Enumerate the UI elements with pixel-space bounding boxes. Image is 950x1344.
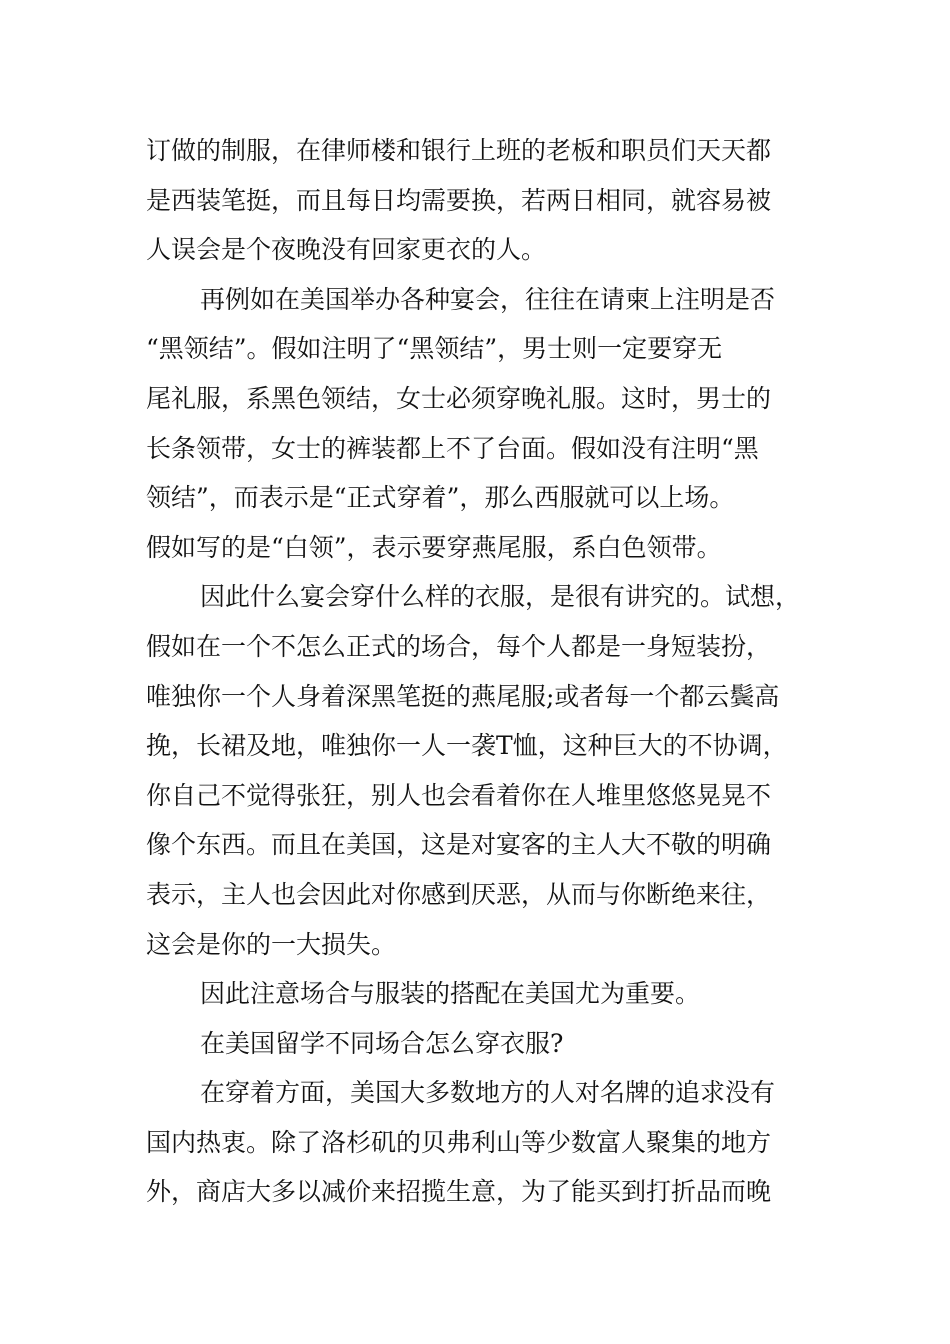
text-line: 国内热衷。除了洛杉矶的贝弗利山等少数富人聚集的地方 <box>146 1127 772 1157</box>
body-text <box>146 126 816 1217</box>
paragraph-start-line: 在穿着方面，美国大多数地方的人对名牌的追求没有 <box>200 1078 776 1108</box>
text-line: 唯独你一个人身着深黑笔挺的燕尾服;或者每一个都云鬓高 <box>146 681 780 711</box>
text-line: 尾礼服，系黑色领结，女士必须穿晚礼服。这时，男士的 <box>146 383 772 413</box>
text-line: 是西装笔挺，而且每日均需要换，若两日相同，就容易被 <box>146 185 772 215</box>
text-line: 人误会是个夜晚没有回家更衣的人。 <box>146 235 547 265</box>
text-line: 外，商店大多以减价来招揽生意，为了能买到打折品而晚 <box>146 1177 772 1207</box>
text-line: 这会是你的一大损失。 <box>146 929 397 959</box>
text-line: 挽，长裙及地，唯独你一人一袭T恤，这种巨大的不协调， <box>146 731 788 761</box>
paragraph-start-line: 再例如在美国举办各种宴会，往往在请柬上注明是否 <box>200 284 776 314</box>
paragraph-start-line: 因此注意场合与服装的搭配在美国尤为重要。 <box>200 979 701 1009</box>
text-line: 领结”，而表示是“正式穿着”，那么西服就可以上场。 <box>146 483 735 513</box>
text-line: 假如写的是“白领”，表示要穿燕尾服，系白色领带。 <box>146 532 722 562</box>
text-line: 像个东西。而且在美国，这是对宴客的主人大不敬的明确 <box>146 830 772 860</box>
text-line: 订做的制服，在律师楼和银行上班的老板和职员们天天都 <box>146 136 772 165</box>
paragraph-start-line: 因此什么宴会穿什么样的衣服，是很有讲究的。试想， <box>200 582 801 612</box>
text-line: 表示，主人也会因此对你感到厌恶，从而与你断绝来往， <box>146 879 772 909</box>
section-heading: 在美国留学不同场合怎么穿衣服? <box>200 1028 564 1058</box>
text-line: 假如在一个不怎么正式的场合，每个人都是一身短装扮， <box>146 631 772 661</box>
text-line: 你自己不觉得张狂，别人也会看着你在人堆里悠悠晃晃不 <box>146 780 772 810</box>
text-line: “黑领结”。假如注明了“黑领结”，男士则一定要穿无 <box>146 334 723 364</box>
text-line: 长条领带，女士的裤装都上不了台面。假如没有注明“黑 <box>146 433 759 463</box>
